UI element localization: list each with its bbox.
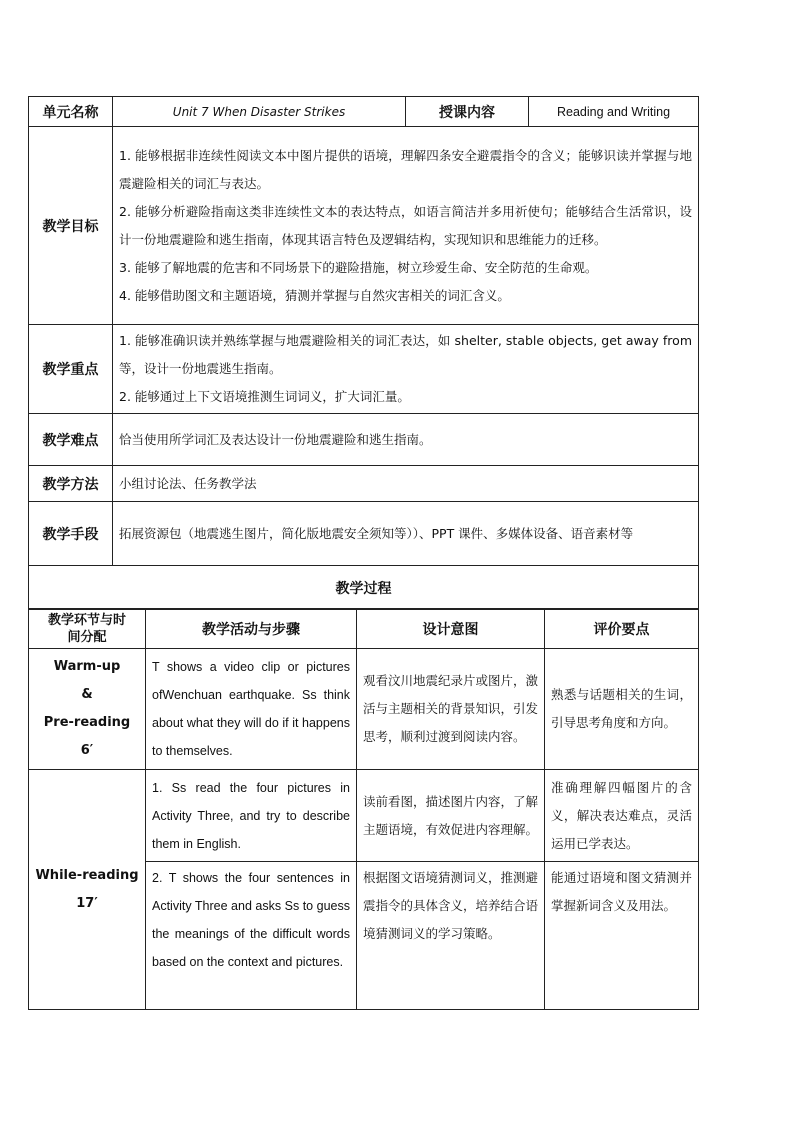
goals-row bbox=[29, 127, 699, 325]
unit-value: Unit 7 When Disaster Strikes bbox=[113, 97, 406, 127]
stage-line: & bbox=[81, 687, 93, 702]
content-label: 授课内容 bbox=[406, 97, 529, 127]
stage-line: Warm-up bbox=[53, 659, 121, 674]
difficulties-content: 恰当使用所学词汇及表达设计一份地震避险和逃生指南。 bbox=[113, 414, 699, 466]
methods-row bbox=[29, 466, 699, 502]
unit-label: 单元名称 bbox=[29, 97, 113, 127]
key-points-row bbox=[29, 325, 699, 414]
key-point-item: 1. 能够准确识读并熟练掌握与地震避险相关的词汇表达，如 shelter, stable objects, get away from 等，设计一份地震逃生指南。 bbox=[119, 333, 692, 376]
goal-item: 1. 能够根据非连续性阅读文本中图片提供的语境，理解四条安全避震指令的含义；能够识读并掌握与地震避险相关的词汇与表达。 bbox=[119, 147, 692, 191]
stage-line: While-reading bbox=[35, 867, 139, 883]
while-evaluation-1: 准确理解四幅图片的含义，解决表达难点，灵活运用已学表达。 bbox=[545, 770, 699, 862]
process-header-row bbox=[29, 609, 699, 649]
process-title: 教学过程 bbox=[29, 566, 699, 610]
goal-item: 2. 能够分析避险指南这类非连续性文本的表达特点，如语言简洁并多用祈使句；能够结合生活常识，设计一份地震避险和逃生指南，体现其语言特色及逻辑结构，实现知识和思维能力的迁移。 bbox=[119, 203, 692, 247]
warmup-row bbox=[29, 649, 699, 770]
content-value: Reading and Writing bbox=[529, 97, 699, 127]
header-stage-time bbox=[29, 609, 146, 649]
header-intent: 设计意图 bbox=[357, 609, 545, 649]
goals-label: 教学目标 bbox=[29, 127, 113, 325]
header-activity: 教学活动与步骤 bbox=[146, 609, 357, 649]
header-stage-time-text: 教学环节与时间分配 bbox=[47, 612, 126, 645]
goal-item: 4. 能够借助图文和主题语境，猜测并掌握与自然灾害相关的词汇含义。 bbox=[119, 287, 510, 303]
stage-line: 17′ bbox=[76, 895, 98, 911]
key-points-content bbox=[113, 325, 699, 414]
while-stage bbox=[29, 770, 146, 1010]
goal-item: 3. 能够了解地震的危害和不同场景下的避险措施，树立珍爱生命、安全防范的生命观。 bbox=[119, 259, 598, 275]
stage-line: Pre-reading bbox=[43, 715, 131, 730]
while-intent-2: 根据图文语境猜测词义，推测避震指令的具体含义，培养结合语境猜测词义的学习策略。 bbox=[357, 862, 545, 1010]
unit-row bbox=[29, 97, 699, 127]
means-label: 教学手段 bbox=[29, 502, 113, 566]
key-points-label: 教学重点 bbox=[29, 325, 113, 414]
while-row-1 bbox=[29, 770, 699, 862]
stage-line: 6′ bbox=[80, 743, 94, 758]
warmup-evaluation: 熟悉与话题相关的生词，引导思考角度和方向。 bbox=[545, 649, 699, 770]
difficulties-label: 教学难点 bbox=[29, 414, 113, 466]
while-evaluation-2: 能通过语境和图文猜测并掌握新词含义及用法。 bbox=[545, 862, 699, 1010]
methods-content: 小组讨论法、任务教学法 bbox=[113, 466, 699, 502]
key-point-item: 2. 能够通过上下文语境推测生词词义，扩大词汇量。 bbox=[119, 389, 410, 404]
while-activity-2: 2. T shows the four sentences in Activity Three and asks Ss to guess the meanings of the difficult words based on the context and pictures. bbox=[146, 862, 357, 1010]
process-title-row bbox=[29, 566, 699, 610]
warmup-activity: T shows a video clip or pictures ofWenchuan earthquake. Ss think about what they will do if it happens to themselves. bbox=[146, 649, 357, 770]
while-activity-1: 1. Ss read the four pictures in Activity Three, and try to describe them in English. bbox=[146, 770, 357, 862]
while-intent-1: 读前看图，描述图片内容，了解主题语境，有效促进内容理解。 bbox=[357, 770, 545, 862]
process-table bbox=[28, 608, 699, 1010]
difficulties-row bbox=[29, 414, 699, 466]
methods-label: 教学方法 bbox=[29, 466, 113, 502]
lesson-info-table bbox=[28, 96, 699, 610]
goals-content bbox=[113, 127, 699, 325]
means-row bbox=[29, 502, 699, 566]
header-evaluation: 评价要点 bbox=[545, 609, 699, 649]
means-content: 拓展资源包（地震逃生图片，简化版地震安全须知等））、PPT 课件、多媒体设备、语音素材等 bbox=[113, 502, 699, 566]
warmup-stage bbox=[29, 649, 146, 770]
warmup-intent: 观看汶川地震纪录片或图片，激活与主题相关的背景知识，引发思考，顺利过渡到阅读内容。 bbox=[357, 649, 545, 770]
